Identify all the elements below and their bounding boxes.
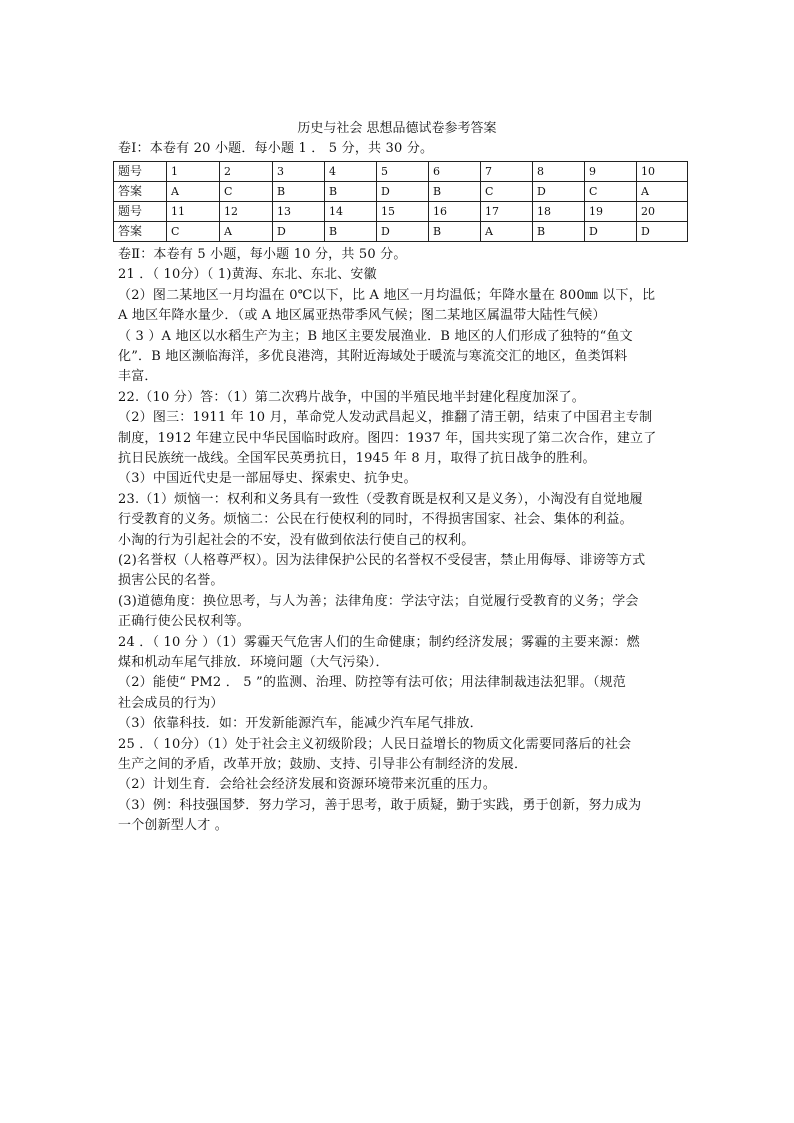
table-cell: B: [325, 182, 377, 202]
table-cell: 9: [585, 162, 637, 182]
table-cell: 7: [481, 162, 533, 182]
answer-text-line: 23.（1）烦恼一：权利和义务具有一致性（受教育既是权利又是义务），小淘没有自觉地履: [118, 491, 643, 507]
answer-text-line: 卷Ⅱ：本卷有 5 小题，每小题 10 分，共 50 分。: [118, 247, 407, 262]
table-cell: 6: [429, 162, 481, 182]
answer-text-line: （2）能使“ PM2 ． 5 ”的监测、治理、防控等有法可依；用法律制裁违法犯罪。（规范: [118, 675, 626, 691]
answer-text-line: 损害公民的名誉。: [118, 573, 224, 589]
answer-text-line: （ 3 ）A 地区以水稻生产为主；B 地区主要发展渔业．B 地区的人们形成了独特的“鱼文: [118, 328, 633, 344]
answer-text-line: （3）中国近代史是一部屈辱史、探索史、抗争史。: [118, 471, 417, 487]
answer-text-line: 小淘的行为引起社会的不安，没有做到依法行使自己的权利。: [118, 532, 475, 548]
row-label: 题号: [114, 162, 167, 182]
table-cell: D: [273, 222, 325, 242]
answer-text-line: 煤和机动车尾气排放．环境问题（大气污染）．: [118, 655, 389, 670]
answer-text-line: 24 ．（ 10 分 ）（1）雾霾天气危害人们的生命健康；制约经济发展；雾霾的主要来源：燃: [118, 634, 640, 650]
answer-text-line: 丰富．: [118, 369, 158, 385]
table-cell: C: [585, 182, 637, 202]
table-cell: 10: [637, 162, 688, 182]
table-cell: 4: [325, 162, 377, 182]
part1-header: 卷Ⅰ：本卷有 20 小题．每小题 1 ． 5 分，共 30 分。: [118, 141, 434, 156]
table-cell: D: [533, 182, 585, 202]
table-cell: 16: [429, 202, 481, 222]
table-cell: 8: [533, 162, 585, 182]
answer-text-line: 21 ．（ 10分）（ 1)黄海、东北、东北、安徽: [118, 267, 377, 283]
row-label: 题号: [114, 202, 167, 222]
answer-row: [114, 222, 688, 242]
answer-text-line: 制度，1912 年建立民中华民国临时政府。图四：1937 年，国共实现了第二次合作，建立了: [118, 430, 657, 446]
table-cell: 3: [273, 162, 325, 182]
table-cell: B: [429, 222, 481, 242]
answer-text-line: （2）图二某地区一月均温在 0℃以下，比 A 地区一月均温低；年降水量在 800㎜ 以下，比: [118, 287, 656, 303]
table-cell: 5: [377, 162, 429, 182]
table-cell: C: [167, 222, 220, 242]
table-cell: 19: [585, 202, 637, 222]
answer-text-line: 生产之间的矛盾，改革开放；鼓励、支持、引导非公有制经济的发展．: [118, 757, 528, 772]
answer-text-line: 社会成员的行为）: [118, 695, 224, 711]
table-cell: B: [325, 222, 377, 242]
answer-text-line: 行受教育的义务。烦恼二：公民在行使权利的同时，不得损害国家、社会、集体的利益。: [118, 512, 633, 528]
answer-text-line: (2)名誉权（人格尊严权）。因为法律保护公民的名誉权不受侵害，禁止用侮辱、诽谤等方式: [118, 553, 646, 568]
table-cell: D: [585, 222, 637, 242]
table-cell: 14: [325, 202, 377, 222]
table-cell: 11: [167, 202, 220, 222]
table-cell: A: [637, 182, 688, 202]
answer-text-line: （3）例：科技强国梦．努力学习，善于思考，敢于质疑，勤于实践，勇于创新，努力成为: [118, 797, 642, 813]
table-cell: 17: [481, 202, 533, 222]
answer-row: [114, 182, 688, 202]
table-cell: A: [481, 222, 533, 242]
row-label: 答案: [114, 182, 167, 202]
table-cell: 18: [533, 202, 585, 222]
table-cell: 2: [220, 162, 273, 182]
document-title: 历史与社会 思想品德试卷参考答案: [297, 121, 497, 136]
answer-text-line: （3）依靠科技．如：开发新能源汽车，能减少汽车尾气排放．: [118, 716, 483, 732]
answer-text-line: (3)道德角度：换位思考，与人为善；法律角度：学法守法；自觉履行受教育的义务；学会: [118, 593, 639, 609]
table-cell: A: [167, 182, 220, 202]
table-cell: 1: [167, 162, 220, 182]
table-cell: 20: [637, 202, 688, 222]
answer-text-line: 正确行使公民权利等。: [118, 614, 251, 630]
table-cell: D: [377, 222, 429, 242]
answer-text-line: （2）图三：1911 年 10 月，革命党人发动武昌起义，推翻了清王朝，结束了中国君主专制: [118, 410, 653, 426]
answer-text-line: （2）计划生育．会给社会经济发展和资源环境带来沉重的压力。: [118, 777, 497, 793]
table-cell: A: [220, 222, 273, 242]
answer-text-line: 化”．B 地区濒临海洋，多优良港湾，其附近海域处于暖流与寒流交汇的地区，鱼类饵料: [118, 349, 628, 364]
answer-text-line: 一个创新型人才 。: [118, 818, 228, 834]
table-cell: C: [220, 182, 273, 202]
row-label: 答案: [114, 222, 167, 242]
table-cell: 13: [273, 202, 325, 222]
table-cell: B: [273, 182, 325, 202]
table-cell: B: [429, 182, 481, 202]
table-cell: D: [377, 182, 429, 202]
table-cell: 12: [220, 202, 273, 222]
answer-text-line: 25 ．（ 10分）（1）处于社会主义初级阶段；人民日益增长的物质文化需要同落后的社会: [118, 736, 632, 752]
answer-table: [113, 161, 688, 242]
table-cell: D: [637, 222, 688, 242]
question-number-row: [114, 162, 688, 182]
question-number-row: [114, 202, 688, 222]
table-cell: 15: [377, 202, 429, 222]
table-cell: B: [533, 222, 585, 242]
answer-text-line: 22.（10 分）答：（1）第二次鸦片战争，中国的半殖民地半封建化程度加深了。: [118, 389, 585, 405]
table-cell: C: [481, 182, 533, 202]
answer-text-line: A 地区年降水量少．（或 A 地区属亚热带季风气候；图二某地区属温带大陆性气候）: [118, 308, 606, 324]
answer-text-line: 抗日民族统一战线。全国军民英勇抗日，1945 年 8 月，取得了抗日战争的胜利。: [118, 451, 596, 466]
